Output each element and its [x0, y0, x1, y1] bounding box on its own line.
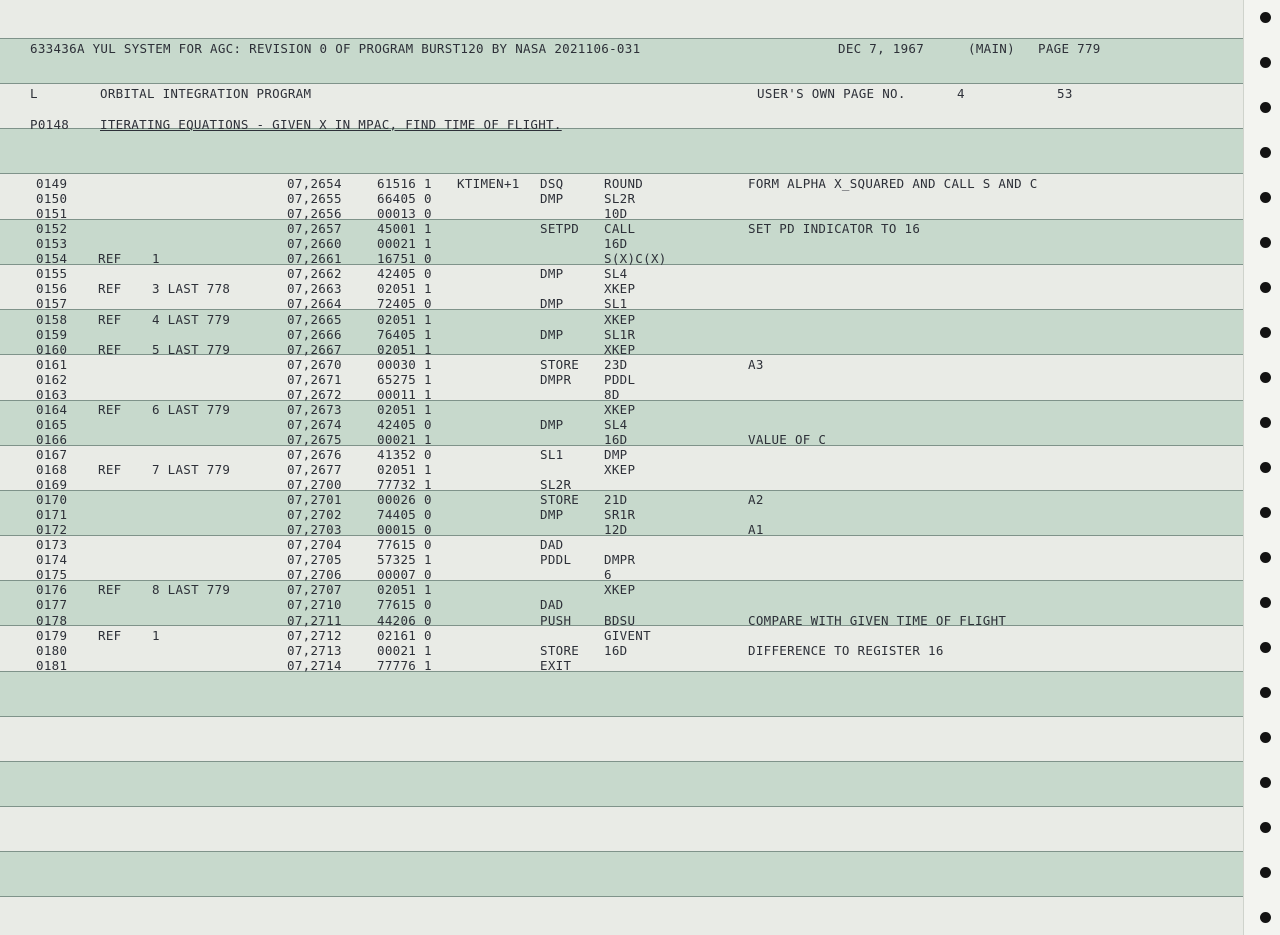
listing-title: 633436A YUL SYSTEM FOR AGC: REVISION 0 OF PROGRAM BURST120 BY NASA 2021106-031: [30, 41, 641, 56]
feed-hole: [1260, 282, 1271, 293]
operand: PDDL: [604, 371, 636, 387]
section-code: 53: [1057, 86, 1073, 101]
opcode: DAD: [540, 537, 564, 553]
line-number: 0162: [36, 371, 68, 387]
memory-address: 07,2704: [287, 537, 342, 553]
octal-word: 65275 1: [377, 371, 432, 387]
octal-word: 00021 1: [377, 642, 432, 658]
memory-address: 07,2666: [287, 326, 342, 342]
listing-row: [0, 402, 1243, 417]
memory-address: 07,2674: [287, 416, 342, 432]
listing-row: [0, 658, 1243, 673]
ref-target: 8 LAST 779: [152, 582, 231, 598]
octal-word: 00013 0: [377, 206, 432, 222]
memory-address: 07,2656: [287, 206, 342, 222]
listing-row: [0, 176, 1243, 191]
octal-word: 16751 0: [377, 251, 432, 267]
memory-address: 07,2665: [287, 311, 342, 327]
feed-hole: [1260, 912, 1271, 923]
opcode: DMP: [540, 416, 564, 432]
ref-label: REF: [98, 627, 122, 643]
routine-title: ITERATING EQUATIONS - GIVEN X IN MPAC, FIND TIME OF FLIGHT.: [100, 117, 562, 132]
octal-word: 00011 1: [377, 386, 432, 402]
line-number: 0163: [36, 386, 68, 402]
octal-word: 42405 0: [377, 266, 432, 282]
octal-word: 77776 1: [377, 657, 432, 673]
operand: SL1R: [604, 326, 636, 342]
ref-target: 7 LAST 779: [152, 461, 231, 477]
listing-row: [0, 357, 1243, 372]
listing-row: [0, 447, 1243, 462]
line-number: 0170: [36, 492, 68, 508]
band-rule: [0, 851, 1243, 852]
listing-row: [0, 643, 1243, 658]
ref-label: REF: [98, 281, 122, 297]
operand: S(X)C(X): [604, 251, 667, 267]
line-number: 0152: [36, 221, 68, 237]
band-rule: [0, 38, 1243, 39]
opcode: STORE: [540, 356, 580, 372]
operand: 10D: [604, 206, 628, 222]
opcode: SL1: [540, 446, 564, 462]
line-number: 0157: [36, 296, 68, 312]
line-number: 0165: [36, 416, 68, 432]
operand: 8D: [604, 386, 620, 402]
listing-row: [0, 628, 1243, 643]
opcode: DMP: [540, 507, 564, 523]
listing-row: [0, 597, 1243, 612]
octal-word: 41352 0: [377, 446, 432, 462]
octal-word: 00015 0: [377, 522, 432, 538]
operand: XKEP: [604, 311, 636, 327]
octal-word: 61516 1: [377, 176, 432, 191]
line-number: 0173: [36, 537, 68, 553]
operand: CALL: [604, 221, 636, 237]
operand: 16D: [604, 236, 628, 252]
listing-row: [0, 266, 1243, 281]
line-number: 0151: [36, 206, 68, 222]
line-number: 0160: [36, 341, 68, 357]
feed-hole: [1260, 12, 1271, 23]
line-number: 0179: [36, 627, 68, 643]
listing-row: [0, 191, 1243, 206]
listing-row: [0, 221, 1243, 236]
line-number: 0154: [36, 251, 68, 267]
line-number: 0156: [36, 281, 68, 297]
ref-target: 5 LAST 779: [152, 341, 231, 357]
operand: 21D: [604, 492, 628, 508]
octal-word: 00007 0: [377, 567, 432, 583]
memory-address: 07,2654: [287, 176, 342, 191]
memory-address: 07,2667: [287, 341, 342, 357]
feed-hole: [1260, 732, 1271, 743]
octal-word: 02051 1: [377, 461, 432, 477]
band-rule: [0, 896, 1243, 897]
line-number: 0178: [36, 612, 68, 628]
memory-address: 07,2660: [287, 236, 342, 252]
listing-row: [0, 387, 1243, 402]
listing-row: [0, 462, 1243, 477]
memory-address: 07,2701: [287, 492, 342, 508]
listing-row: [0, 312, 1243, 327]
section-title: ORBITAL INTEGRATION PROGRAM: [100, 86, 312, 101]
line-number: 0169: [36, 477, 68, 492]
listing-row: [0, 342, 1243, 357]
memory-address: 07,2675: [287, 431, 342, 447]
listing-row: [0, 537, 1243, 552]
line-number: 0176: [36, 582, 68, 598]
feed-hole: [1260, 372, 1271, 383]
octal-word: 02051 1: [377, 582, 432, 598]
memory-address: 07,2714: [287, 657, 342, 673]
listing-row: [0, 582, 1243, 597]
octal-word: 42405 0: [377, 416, 432, 432]
feed-hole: [1260, 597, 1271, 608]
octal-word: 66405 0: [377, 191, 432, 207]
feed-hole: [1260, 507, 1271, 518]
listing-row: [0, 507, 1243, 522]
opcode: PDDL: [540, 552, 572, 568]
comment: A1: [748, 522, 764, 538]
memory-address: 07,2662: [287, 266, 342, 282]
feed-hole: [1260, 237, 1271, 248]
ref-label: REF: [98, 401, 122, 417]
opcode: DMP: [540, 191, 564, 207]
memory-address: 07,2712: [287, 627, 342, 643]
feed-hole: [1260, 552, 1271, 563]
comment: DIFFERENCE TO REGISTER 16: [748, 642, 944, 658]
octal-word: 00030 1: [377, 356, 432, 372]
listing-row: [0, 417, 1243, 432]
opcode: STORE: [540, 642, 580, 658]
paper-band: [0, 851, 1243, 896]
feed-hole: [1260, 687, 1271, 698]
listing-row: [0, 236, 1243, 251]
line-number: 0168: [36, 461, 68, 477]
listing-row: [0, 613, 1243, 628]
ref-target: 6 LAST 779: [152, 401, 231, 417]
memory-address: 07,2711: [287, 612, 342, 628]
symbol-label: KTIMEN+1: [457, 176, 520, 191]
ref-target: 1: [152, 627, 160, 643]
band-rule: [0, 173, 1243, 174]
memory-address: 07,2661: [287, 251, 342, 267]
operand: DMP: [604, 446, 628, 462]
line-number: 0177: [36, 597, 68, 613]
memory-address: 07,2705: [287, 552, 342, 568]
opcode: DMP: [540, 326, 564, 342]
listing-row: [0, 206, 1243, 221]
line-number: 0166: [36, 431, 68, 447]
feed-hole: [1260, 867, 1271, 878]
operand: 16D: [604, 431, 628, 447]
opcode: STORE: [540, 492, 580, 508]
memory-address: 07,2670: [287, 356, 342, 372]
listing-row: [0, 372, 1243, 387]
memory-address: 07,2672: [287, 386, 342, 402]
octal-word: 74405 0: [377, 507, 432, 523]
band-rule: [0, 806, 1243, 807]
opcode: DMPR: [540, 371, 572, 387]
band-rule: [0, 761, 1243, 762]
operand: SL2R: [604, 191, 636, 207]
comment: A2: [748, 492, 764, 508]
opcode: PUSH: [540, 612, 572, 628]
octal-word: 02161 0: [377, 627, 432, 643]
opcode: SETPD: [540, 221, 580, 237]
listing-row: [0, 492, 1243, 507]
octal-word: 57325 1: [377, 552, 432, 568]
opcode: DMP: [540, 296, 564, 312]
memory-address: 07,2655: [287, 191, 342, 207]
operand: 12D: [604, 522, 628, 538]
user-page-label: USER'S OWN PAGE NO.: [757, 86, 906, 101]
feed-hole: [1260, 192, 1271, 203]
operand: XKEP: [604, 582, 636, 598]
line-number: 0167: [36, 446, 68, 462]
operand: SL4: [604, 416, 628, 432]
band-rule: [0, 83, 1243, 84]
octal-word: 00021 1: [377, 236, 432, 252]
line-number: 0149: [36, 176, 68, 191]
listing-row: [0, 251, 1243, 266]
paper-band: [0, 671, 1243, 716]
line-number: 0161: [36, 356, 68, 372]
page-number: PAGE 779: [1038, 41, 1101, 56]
operand: XKEP: [604, 341, 636, 357]
feed-hole: [1260, 777, 1271, 788]
memory-address: 07,2707: [287, 582, 342, 598]
ref-label: REF: [98, 311, 122, 327]
octal-word: 77615 0: [377, 597, 432, 613]
feed-hole: [1260, 327, 1271, 338]
line-number: 0164: [36, 401, 68, 417]
ref-label: REF: [98, 582, 122, 598]
listing-row: [0, 567, 1243, 582]
log-mark: L: [30, 86, 38, 101]
feed-hole: [1260, 822, 1271, 833]
memory-address: 07,2713: [287, 642, 342, 658]
memory-address: 07,2664: [287, 296, 342, 312]
line-number: 0174: [36, 552, 68, 568]
opcode: DMP: [540, 266, 564, 282]
opcode: DSQ: [540, 176, 564, 191]
paper-band: [0, 761, 1243, 806]
octal-word: 45001 1: [377, 221, 432, 237]
memory-address: 07,2706: [287, 567, 342, 583]
line-number: 0181: [36, 657, 68, 673]
opcode: SL2R: [540, 477, 572, 492]
listing-row: [0, 477, 1243, 492]
comment: A3: [748, 356, 764, 372]
comment: FORM ALPHA X_SQUARED AND CALL S AND C: [748, 176, 1038, 191]
listing-row: [0, 281, 1243, 296]
operand: GIVENT: [604, 627, 651, 643]
octal-word: 77732 1: [377, 477, 432, 492]
paper-band: [0, 128, 1243, 173]
octal-word: 44206 0: [377, 612, 432, 628]
operand: XKEP: [604, 461, 636, 477]
line-number: 0158: [36, 311, 68, 327]
print-mode: (MAIN): [968, 41, 1015, 56]
routine-id: P0148: [30, 117, 70, 132]
octal-word: 76405 1: [377, 326, 432, 342]
operand: SR1R: [604, 507, 636, 523]
memory-address: 07,2671: [287, 371, 342, 387]
octal-word: 00021 1: [377, 431, 432, 447]
octal-word: 02051 1: [377, 401, 432, 417]
ref-label: REF: [98, 251, 122, 267]
listing-row: [0, 522, 1243, 537]
listing-row: [0, 296, 1243, 311]
line-number: 0172: [36, 522, 68, 538]
line-number: 0155: [36, 266, 68, 282]
memory-address: 07,2663: [287, 281, 342, 297]
operand: 6: [604, 567, 612, 583]
operand: 16D: [604, 642, 628, 658]
comment: VALUE OF C: [748, 431, 827, 447]
memory-address: 07,2676: [287, 446, 342, 462]
octal-word: 02051 1: [377, 311, 432, 327]
memory-address: 07,2702: [287, 507, 342, 523]
operand: ROUND: [604, 176, 644, 191]
line-number: 0175: [36, 567, 68, 583]
line-number: 0159: [36, 326, 68, 342]
listing-row: [0, 552, 1243, 567]
operand: XKEP: [604, 401, 636, 417]
memory-address: 07,2700: [287, 477, 342, 492]
memory-address: 07,2657: [287, 221, 342, 237]
line-number: 0180: [36, 642, 68, 658]
ref-target: 1: [152, 251, 160, 267]
operand: DMPR: [604, 552, 636, 568]
ref-target: 3 LAST 778: [152, 281, 231, 297]
feed-hole: [1260, 462, 1271, 473]
feed-hole: [1260, 57, 1271, 68]
octal-word: 77615 0: [377, 537, 432, 553]
line-number: 0171: [36, 507, 68, 523]
listing-row: [0, 327, 1243, 342]
ref-label: REF: [98, 461, 122, 477]
opcode: DAD: [540, 597, 564, 613]
ref-target: 4 LAST 779: [152, 311, 231, 327]
user-page-number: 4: [957, 86, 965, 101]
feed-hole: [1260, 102, 1271, 113]
line-number: 0153: [36, 236, 68, 252]
memory-address: 07,2677: [287, 461, 342, 477]
line-number: 0150: [36, 191, 68, 207]
comment: COMPARE WITH GIVEN TIME OF FLIGHT: [748, 612, 1007, 628]
band-rule: [0, 716, 1243, 717]
operand: BDSU: [604, 612, 636, 628]
octal-word: 72405 0: [377, 296, 432, 312]
comment: SET PD INDICATOR TO 16: [748, 221, 921, 237]
listing-row: [0, 432, 1243, 447]
memory-address: 07,2710: [287, 597, 342, 613]
operand: SL1: [604, 296, 628, 312]
octal-word: 02051 1: [377, 281, 432, 297]
feed-hole: [1260, 147, 1271, 158]
ref-label: REF: [98, 341, 122, 357]
octal-word: 00026 0: [377, 492, 432, 508]
memory-address: 07,2673: [287, 401, 342, 417]
feed-hole: [1260, 642, 1271, 653]
operand: 23D: [604, 356, 628, 372]
octal-word: 02051 1: [377, 341, 432, 357]
memory-address: 07,2703: [287, 522, 342, 538]
feed-hole: [1260, 417, 1271, 428]
operand: SL4: [604, 266, 628, 282]
operand: XKEP: [604, 281, 636, 297]
print-date: DEC 7, 1967: [838, 41, 925, 56]
opcode: EXIT: [540, 657, 572, 673]
